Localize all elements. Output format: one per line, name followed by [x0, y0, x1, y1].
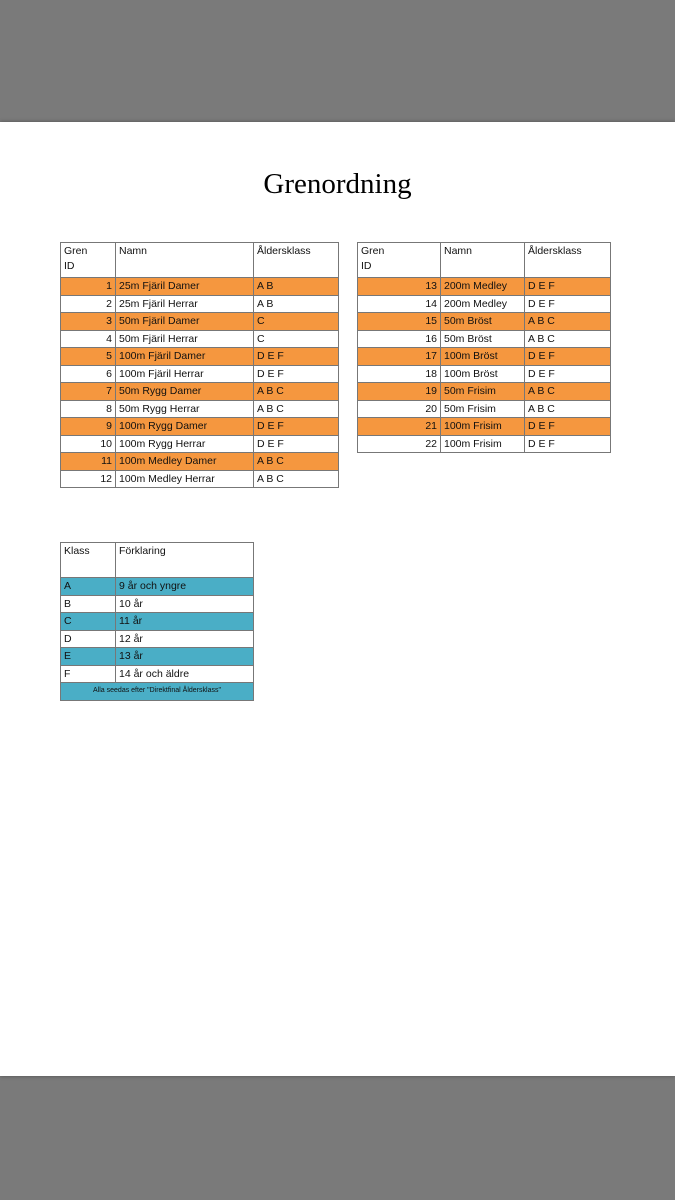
aldersklass-cell: D E F	[254, 435, 339, 453]
forklaring-cell: 13 år	[116, 648, 254, 666]
table-header-row	[61, 243, 339, 278]
namn-cell: 100m Rygg Damer	[116, 418, 254, 436]
aldersklass-cell: D E F	[254, 418, 339, 436]
gren-id-cell: 9	[61, 418, 116, 436]
table-row	[358, 330, 611, 348]
aldersklass-cell: D E F	[254, 365, 339, 383]
header-gren-id	[61, 243, 116, 278]
table-row	[61, 330, 339, 348]
namn-cell: 50m Bröst	[441, 330, 525, 348]
header-namn: Namn	[441, 243, 525, 278]
namn-cell: 100m Medley Damer	[116, 453, 254, 471]
namn-cell: 100m Medley Herrar	[116, 470, 254, 488]
gren-id-cell: 1	[61, 278, 116, 296]
gren-id-cell: 18	[358, 365, 441, 383]
aldersklass-cell: A B C	[254, 453, 339, 471]
namn-cell: 100m Fjäril Damer	[116, 348, 254, 366]
seeding-note: Alla seedas efter "Direktfinal Åldersklass"	[61, 683, 254, 701]
events-table-right	[357, 242, 611, 453]
table-row	[61, 665, 254, 683]
namn-cell: 50m Frisim	[441, 400, 525, 418]
aldersklass-cell: D E F	[525, 435, 611, 453]
gren-id-cell: 4	[61, 330, 116, 348]
namn-cell: 100m Fjäril Herrar	[116, 365, 254, 383]
gren-id-cell: 5	[61, 348, 116, 366]
note-row	[61, 683, 254, 701]
namn-cell: 200m Medley	[441, 278, 525, 296]
aldersklass-cell: D E F	[525, 365, 611, 383]
table-row	[358, 348, 611, 366]
aldersklass-cell: C	[254, 330, 339, 348]
gren-id-cell: 12	[61, 470, 116, 488]
namn-cell: 50m Rygg Damer	[116, 383, 254, 401]
gren-id-cell: 7	[61, 383, 116, 401]
table-row	[61, 400, 339, 418]
forklaring-cell: 10 år	[116, 595, 254, 613]
table-header-row	[61, 543, 254, 578]
namn-cell: 100m Bröst	[441, 348, 525, 366]
gren-id-cell: 13	[358, 278, 441, 296]
namn-cell: 50m Fjäril Damer	[116, 313, 254, 331]
klass-cell: B	[61, 595, 116, 613]
gren-id-cell: 14	[358, 295, 441, 313]
namn-cell: 100m Bröst	[441, 365, 525, 383]
table-row	[61, 295, 339, 313]
klass-cell: F	[61, 665, 116, 683]
forklaring-cell: 11 år	[116, 613, 254, 631]
header-aldersklass: Åldersklass	[525, 243, 611, 278]
aldersklass-cell: A B C	[525, 400, 611, 418]
page-title: Grenordning	[263, 168, 412, 200]
gren-id-cell: 15	[358, 313, 441, 331]
aldersklass-cell: D E F	[525, 348, 611, 366]
gren-id-cell: 11	[61, 453, 116, 471]
klass-cell: C	[61, 613, 116, 631]
table-row	[61, 595, 254, 613]
gren-id-cell: 10	[61, 435, 116, 453]
table-header-row	[358, 243, 611, 278]
gren-id-cell: 20	[358, 400, 441, 418]
class-legend-table	[60, 542, 254, 701]
table-row	[358, 278, 611, 296]
table-row	[61, 578, 254, 596]
namn-cell: 25m Fjäril Herrar	[116, 295, 254, 313]
gren-id-cell: 21	[358, 418, 441, 436]
namn-cell: 100m Frisim	[441, 435, 525, 453]
gren-id-cell: 16	[358, 330, 441, 348]
gren-id-cell: 22	[358, 435, 441, 453]
events-table-left	[60, 242, 339, 488]
table-row	[61, 278, 339, 296]
table-row	[358, 365, 611, 383]
aldersklass-cell: D E F	[254, 348, 339, 366]
aldersklass-cell: A B C	[525, 313, 611, 331]
aldersklass-cell: A B C	[525, 383, 611, 401]
header-gren-id-label: Gren ID	[64, 245, 88, 272]
forklaring-cell: 12 år	[116, 630, 254, 648]
header-forklaring: Förklaring	[116, 543, 254, 578]
gren-id-cell: 2	[61, 295, 116, 313]
table-row	[61, 435, 339, 453]
table-row	[358, 435, 611, 453]
aldersklass-cell: D E F	[525, 278, 611, 296]
table-row	[61, 453, 339, 471]
table-row	[358, 383, 611, 401]
namn-cell: 50m Frisim	[441, 383, 525, 401]
klass-cell: A	[61, 578, 116, 596]
header-gren-id	[358, 243, 441, 278]
table-row	[61, 613, 254, 631]
table-row	[61, 348, 339, 366]
header-aldersklass: Åldersklass	[254, 243, 339, 278]
aldersklass-cell: A B C	[254, 383, 339, 401]
table-row	[61, 383, 339, 401]
aldersklass-cell: A B	[254, 278, 339, 296]
namn-cell: 50m Bröst	[441, 313, 525, 331]
table-row	[61, 470, 339, 488]
klass-cell: E	[61, 648, 116, 666]
forklaring-cell: 9 år och yngre	[116, 578, 254, 596]
aldersklass-cell: A B C	[254, 400, 339, 418]
table-row	[61, 648, 254, 666]
aldersklass-cell: A B C	[254, 470, 339, 488]
aldersklass-cell: C	[254, 313, 339, 331]
namn-cell: 100m Frisim	[441, 418, 525, 436]
forklaring-cell: 14 år och äldre	[116, 665, 254, 683]
table-row	[61, 418, 339, 436]
header-namn: Namn	[116, 243, 254, 278]
aldersklass-cell: A B	[254, 295, 339, 313]
table-row	[358, 418, 611, 436]
header-klass: Klass	[61, 543, 116, 578]
namn-cell: 100m Rygg Herrar	[116, 435, 254, 453]
table-row	[358, 313, 611, 331]
gren-id-cell: 3	[61, 313, 116, 331]
namn-cell: 50m Fjäril Herrar	[116, 330, 254, 348]
klass-cell: D	[61, 630, 116, 648]
gren-id-cell: 19	[358, 383, 441, 401]
table-row	[358, 400, 611, 418]
namn-cell: 200m Medley	[441, 295, 525, 313]
gren-id-cell: 17	[358, 348, 441, 366]
table-row	[61, 313, 339, 331]
gren-id-cell: 6	[61, 365, 116, 383]
aldersklass-cell: A B C	[525, 330, 611, 348]
aldersklass-cell: D E F	[525, 418, 611, 436]
namn-cell: 25m Fjäril Damer	[116, 278, 254, 296]
table-row	[61, 630, 254, 648]
table-row	[358, 295, 611, 313]
table-row	[61, 365, 339, 383]
header-gren-id-label: Gren ID	[361, 245, 385, 272]
namn-cell: 50m Rygg Herrar	[116, 400, 254, 418]
gren-id-cell: 8	[61, 400, 116, 418]
document-page	[0, 122, 675, 1076]
aldersklass-cell: D E F	[525, 295, 611, 313]
